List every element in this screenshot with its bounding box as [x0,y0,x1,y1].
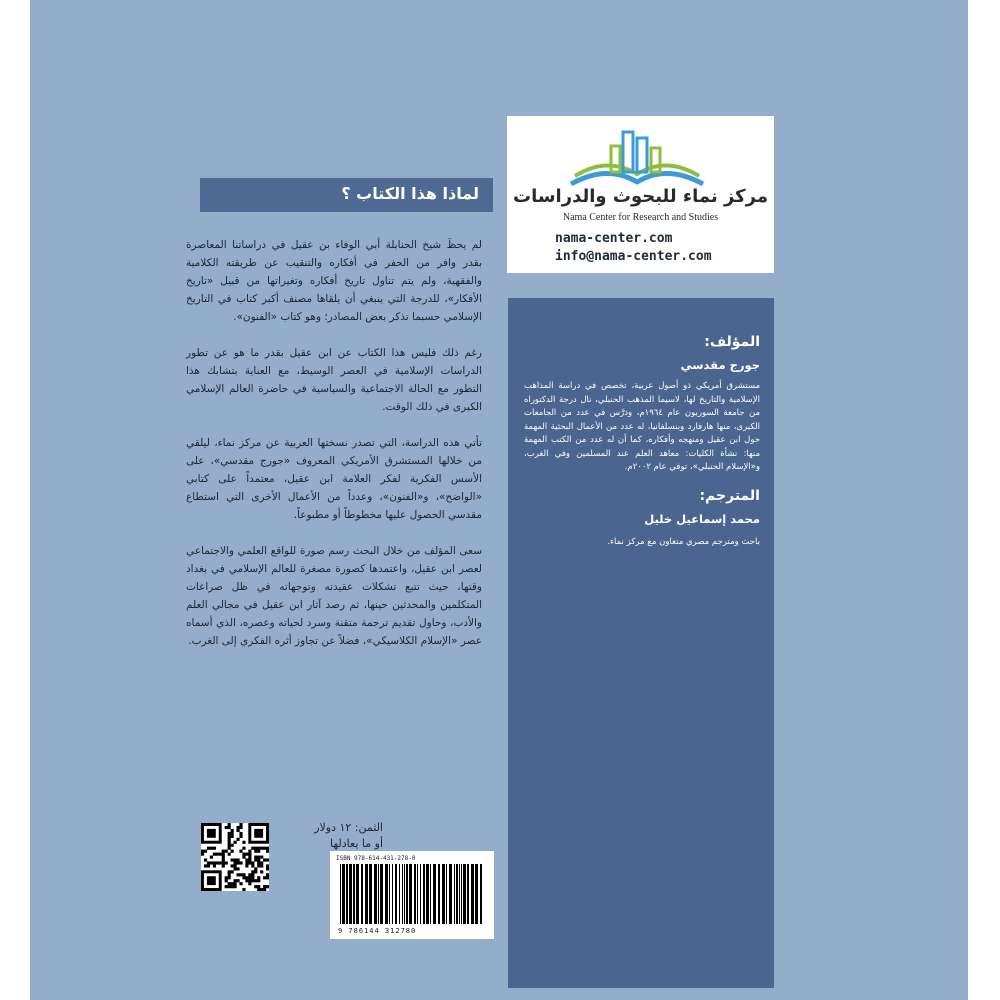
barcode-icon [338,864,486,926]
qr-code-icon [201,823,269,891]
isbn-barcode [330,851,494,939]
price-note: أو ما يعادلها [330,837,383,850]
author-panel [508,298,774,988]
price-block [313,820,383,852]
blurb-paragraph: لم يحظَ شيخ الحنابلة أبي الوفاء بن عقيل في دراساتنا المعاصرة بقدر وافر من الحفر في أفكاره والتنقيب عن طريقته الكلامية والفقهية، ولم يتم تناول تاريخ أفكاره وتغيراتها من قبيل «تاريخ الأفكار»، للدرجة التي ينبغي أن يلقاها مصنف أكبر كتاب في التاريخ الإسلامي حسبما تذكر بعض المصادر؛ وهو كتاب «الفنون». [186,239,482,323]
publisher-name-english: Nama Center for Research and Studies [562,212,719,223]
author-bio: مستشرق أمريكي ذو أصول عربية، تخصص في دراسة المذاهب الإسلامية والتاريخ لها، لاسيما المذهب الحنبلي، نال درجة الدكتوراه من جامعة السوربون عام ١٩٦٤م، ودرَّس في عدد من الجامعات الكبرى، منها هارفارد وبنسلفانيا، له عدد من الأعمال البحثية المهمة حول ابن عقيل ومنهجه وأفكاره، كما أن له عدد من الكتب المهمة منها: نشأة الكليات: معاهد العلم عند المسلمين وفي الغرب، و«الإسلام الحنبلي»، توفي عام ٢٠٠٢م. [524,381,760,472]
blurb-paragraph: رغم ذلك فليس هذا الكتاب عن ابن عقيل بقدر ما هو عن تطور الدراسات الإسلامية في العصر الوسيط، مع العناية بتشابك هذا التطور مع الحالة الاجتماعية والسياسية في حاضرة العالم الإسلامي الكبرى في ذلك الوقت. [186,347,482,413]
blurb-text [186,236,482,668]
blurb-paragraph: سعى المؤلف من خلال البحث رسم صورة للواقع العلمي والاجتماعي لعصر ابن عقيل، واعتمدها كصورة مصغرة للعالم الإسلامي في بغداد وقتها، حيث تتبع تشكلات عقيدته وتوجهاته في ظل صراعات المتكلمين والمحدثين حينها، ثم رصد آثار ابن عقيل في مجالي العلم والأدب، وحاول تقديم ترجمة متقنة وسرد لحياته وعصره، الذي أسماه عصر «الإسلام الكلاسيكي»، فضلاً عن تجاوز أثره الفكري إلى الغرب. [186,545,482,647]
translator-bio: باحث ومترجم مصري متعاون مع مركز نماء. [607,537,760,547]
translator-name: محمد إسماعيل خليل [644,512,760,526]
author-heading: المؤلف: [704,334,760,350]
author-name: جورج مقدسي [680,358,760,372]
isbn-label: ISBN 978-614-431-278-0 [336,855,416,862]
email-link[interactable]: info@nama-center.com [555,249,712,264]
blurb-paragraph: تأتي هذه الدراسة، التي تصدر نسختها العربية عن مركز نماء، ليلقي من خلالها المستشرق الأمريكي المعروف «جورج مقدسي»، على الأسس الفكرية لفكر العلامة ابن عقيل، معتمداً على كتابي «الواضح»، و«الفنون»، وعدداً من الأعمال الأخرى التي استطاع مقدسي الحصول عليها مخطوطاً أو مطبوعاً. [186,437,482,521]
section-title-band [200,178,493,212]
isbn-digits: 9 786144 312780 [338,927,417,935]
publisher-name-arabic: مركز نماء للبحوث والدراسات [513,186,768,207]
publisher-logo-card [507,116,774,273]
website-link[interactable]: nama-center.com [555,231,673,246]
back-cover [30,0,968,1000]
qr-code[interactable] [201,823,269,891]
price-line: الثمن: ١٢ دولار [314,821,383,834]
translator-heading: المترجم: [699,488,760,504]
contact-block [555,230,712,266]
section-title: لماذا هذا الكتاب ؟ [341,184,479,203]
